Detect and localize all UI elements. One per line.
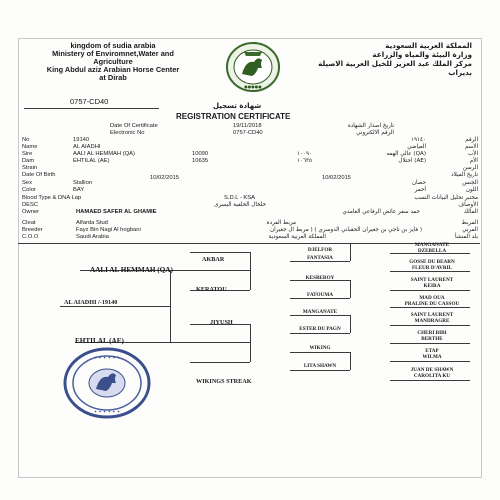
desc-value: خلخال الخلفية اليسرى bbox=[214, 202, 266, 208]
desc-label: DESC bbox=[22, 202, 39, 208]
cert-code: 0757-CD40 bbox=[70, 97, 109, 106]
ped-vline-g3-1 bbox=[350, 243, 351, 261]
cleat-ar-label: المربط bbox=[461, 220, 478, 226]
svg-text:✦ ✦ ✦ ✦ ✦ ✦: ✦ ✦ ✦ ✦ ✦ ✦ bbox=[93, 409, 121, 414]
ped-g4-4a: MAD OUA bbox=[419, 295, 445, 301]
sex-value: Stallion bbox=[73, 180, 93, 186]
sex-ar-label: الجنس bbox=[462, 180, 478, 186]
ped-line-g4-3 bbox=[390, 290, 470, 291]
coo-value: Saudi Arabia bbox=[76, 234, 109, 240]
dam-value: EHTILAL (AE) bbox=[73, 158, 110, 164]
no-ar-value: ١٩١٤٠ bbox=[410, 137, 426, 143]
ped-vline-g3-4 bbox=[350, 352, 351, 370]
name-ar-value: العياضي bbox=[407, 144, 426, 150]
header-ar-line3: مركز الملك عبد العزيز للخيل العربية الاصيلة bbox=[318, 59, 472, 68]
ped-g4-6a: CHERI BIBI bbox=[417, 330, 447, 336]
cleat-label: Cleat bbox=[22, 220, 36, 226]
ped-dds: WIKING bbox=[309, 345, 331, 351]
ped-dss: MANGANATE bbox=[302, 309, 338, 315]
ped-ds: JIYUSH bbox=[210, 319, 233, 326]
coo-label: C.O.O bbox=[22, 234, 39, 240]
dob-value: 10/02/2015 bbox=[150, 175, 180, 181]
electronic-no-ar: الرقم الالكتروني bbox=[356, 130, 394, 136]
sex-ar-value: حصان bbox=[411, 180, 426, 186]
ped-g4-2a: GOSSE DU BEARN bbox=[409, 259, 455, 265]
header-ar-line1: المملكة العربية السعودية bbox=[385, 41, 472, 50]
owner-value: HAMAED SAFER AL GHAMIE bbox=[76, 209, 157, 215]
name-label: Name bbox=[22, 144, 38, 150]
sire-ar-label: الأب bbox=[467, 151, 478, 157]
name-ar-label: الاسم bbox=[464, 144, 478, 150]
ped-line-ss bbox=[190, 252, 250, 253]
cleat-ar-value: مربط الفردة bbox=[266, 220, 296, 226]
ped-line-dsd bbox=[290, 333, 350, 334]
ped-dsd: ESTER DU PAGN bbox=[299, 326, 341, 332]
strain-label: Strain bbox=[22, 165, 38, 171]
ped-g4-8a: JUAN DE SHAWN bbox=[410, 367, 454, 373]
ped-g4-7a: ETAP bbox=[425, 348, 439, 354]
ped-g4-8b: CAROLITA KU bbox=[413, 373, 451, 379]
owner-label: Owner bbox=[22, 209, 40, 215]
cleat-value: Alfarda Stud bbox=[76, 220, 108, 226]
date-of-cert-label: Date Of Certificate bbox=[110, 123, 158, 129]
breeder-label: Breeder bbox=[22, 227, 43, 233]
ped-ss: AKBAR bbox=[202, 256, 225, 263]
ped-ddd: LITA SHAWN bbox=[303, 363, 337, 369]
sire-ar-num: ١٠٠٩٠ bbox=[296, 151, 312, 157]
header-en-line1: kingdom of sudia arabia bbox=[70, 41, 156, 50]
dam-label: Dam bbox=[22, 158, 35, 164]
ped-vline-dam bbox=[250, 324, 251, 362]
color-ar-label: اللون bbox=[465, 187, 478, 193]
sire-value: AALI AL HEMMAH (QA) bbox=[73, 151, 135, 157]
ped-dd: WIKINGS STREAK bbox=[196, 378, 252, 385]
ped-sd: KERATOU bbox=[196, 286, 227, 293]
dam-num: 10635 bbox=[192, 158, 209, 164]
dam-ar-value: (AE) احتلال bbox=[398, 158, 426, 164]
breeder-ar-label: المربي bbox=[462, 227, 478, 233]
color-ar-value: أحمر bbox=[414, 187, 426, 193]
no-label: No bbox=[22, 137, 30, 143]
header-en-line4: King Abdul aziz Arabian Horse Center bbox=[46, 65, 180, 74]
ped-line-g4-8 bbox=[390, 380, 470, 381]
header-ar-line2: وزارة البيئة والمياه والزراعة bbox=[372, 50, 472, 59]
ped-g4-5b: MANDRAGRE bbox=[414, 318, 450, 324]
ped-sire: AALI AL HEMMAH (QA) bbox=[90, 266, 173, 274]
dob-label: Date Of Birth bbox=[22, 172, 56, 178]
sire-num: 10090 bbox=[192, 151, 209, 157]
breeder-ar-value: ( فايز بن ناجي بن جغيران الحقباني الدوسري ) ( مربط ال جغيران bbox=[269, 227, 422, 233]
ped-line-g4-5 bbox=[390, 325, 470, 326]
dam-ar-label: الأم bbox=[469, 158, 478, 164]
owner-ar-label: المالك bbox=[463, 209, 478, 215]
color-value: BAY bbox=[73, 187, 85, 193]
ped-vline-g3-2 bbox=[350, 280, 351, 298]
blood-type-label: Blood Type & DNA Lap bbox=[22, 195, 82, 201]
header-en-line5: at Dirab bbox=[99, 73, 127, 82]
sire-ar-value: (QA) عالي الهمه bbox=[386, 151, 426, 157]
title-en: REGISTRATION CERTIFICATE bbox=[176, 112, 291, 121]
electronic-no-value: 0757-CD40 bbox=[233, 130, 263, 136]
name-value: AL AIADHI bbox=[73, 144, 101, 150]
ped-g4-2b: FLEUR D'AVRIL bbox=[411, 265, 453, 271]
ped-g4-1b: DZEBELLA bbox=[417, 248, 447, 254]
electronic-no-label: Electronic No bbox=[110, 130, 145, 136]
sex-label: Sex bbox=[22, 180, 32, 186]
code-underline bbox=[24, 108, 159, 109]
ped-vline-horse bbox=[170, 270, 171, 342]
ped-line-ddd bbox=[290, 370, 350, 371]
no-ar-label: الرقم bbox=[465, 137, 478, 143]
desc-ar-label: الأوصاف bbox=[458, 202, 478, 208]
header-en-line3: Agriculture bbox=[93, 57, 133, 66]
title-ar: شهادة تسجيل bbox=[213, 102, 262, 110]
header-ar-line4: بديراب bbox=[448, 68, 472, 77]
blood-type-ar-label: مختبر تحليل البيانات النسب bbox=[414, 195, 478, 201]
ped-g4-5a: SAINT LAURENT bbox=[410, 312, 454, 318]
strain-ar-label: الرسن bbox=[462, 165, 478, 171]
dob-ar-label: تاريخ الميلاد bbox=[451, 172, 478, 178]
date-of-cert-ar: تاريخ اصدار الشهادة bbox=[347, 123, 394, 129]
ped-dam: EHTILAL (AE) bbox=[75, 337, 124, 345]
ped-ssd: FANTASIA bbox=[307, 255, 333, 261]
sire-label: Sire bbox=[22, 151, 33, 157]
svg-text:✦ ✦ ✦ ✦ ✦ ✦: ✦ ✦ ✦ ✦ ✦ ✦ bbox=[93, 355, 121, 360]
ped-g4-4b: PRALINE DU CASSOU bbox=[404, 301, 460, 307]
ped-horse: AL AIADHI /-19140 bbox=[64, 299, 118, 306]
blood-type-value: S.D.L - KSA bbox=[224, 195, 256, 201]
ped-g4-3a: SAINT LAURENT bbox=[410, 277, 454, 283]
ped-sdd: FATOUMA bbox=[307, 292, 333, 298]
ped-vline-g3-3 bbox=[350, 315, 351, 333]
ped-g4-7b: WILMA bbox=[422, 354, 442, 360]
coo-ar-label: بلد المنشأ bbox=[455, 234, 478, 240]
ped-line-g4-6 bbox=[390, 343, 470, 344]
center-logo-icon bbox=[224, 40, 282, 94]
owner-ar-value: حمد سفر عائض الرفاعي الغامدي bbox=[342, 209, 420, 215]
coo-ar-value: المملكة العربية السعودية bbox=[268, 234, 326, 240]
ped-sss: DJELFOR bbox=[307, 247, 333, 253]
breeder-value: Fayz Bin Nagi Al hogbani bbox=[76, 227, 141, 233]
ped-g4-6b: BERTHE bbox=[421, 336, 443, 342]
dob-value-2: 10/02/2015 bbox=[322, 175, 352, 181]
ped-line-g4-7 bbox=[390, 361, 470, 362]
dam-ar-num: ١٠٦٣٥ bbox=[296, 158, 312, 164]
svg-text:●●●●●: ●●●●● bbox=[244, 84, 262, 89]
ped-g4-3b: KEIRA bbox=[423, 283, 441, 289]
official-seal-icon bbox=[62, 345, 152, 421]
no-value: 19140 bbox=[73, 137, 90, 143]
date-of-cert-value: 19/11/2018 bbox=[233, 123, 262, 129]
ped-sds: KESBEROY bbox=[305, 275, 335, 281]
header-en-line2: Ministery of Enviromnet,Water and bbox=[52, 49, 174, 58]
ped-line-dd bbox=[190, 362, 250, 363]
ped-vline-sire bbox=[250, 252, 251, 290]
ped-line-dds bbox=[290, 352, 350, 353]
ped-g4-1a: MANGANATE bbox=[414, 242, 450, 248]
ped-line-sss bbox=[290, 243, 350, 244]
color-label: Color bbox=[22, 187, 36, 193]
